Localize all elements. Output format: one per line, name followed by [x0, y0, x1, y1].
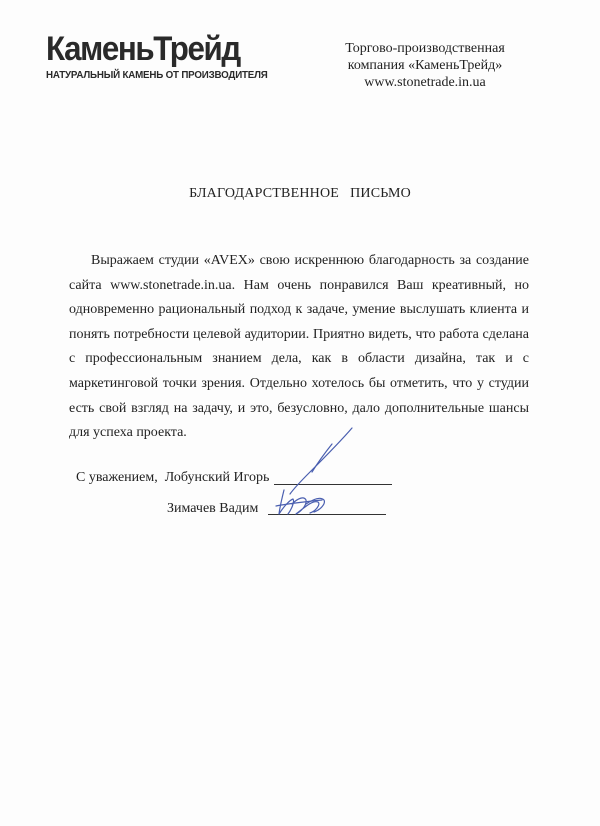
- signature-stroke: [279, 490, 294, 514]
- logo-tagline: НАТУРАЛЬНЫЙ КАМЕНЬ ОТ ПРОИЗВОДИТЕЛЯ: [46, 69, 268, 81]
- signature-stroke: [276, 500, 322, 506]
- company-name: компания «КаменьТрейд»: [347, 58, 503, 73]
- signature-stroke: [312, 444, 332, 472]
- handwritten-signature: [262, 420, 372, 530]
- body-line: сайта www.stonetrade.in.ua. Нам очень понравился Ваш креативный, но: [69, 277, 529, 293]
- company-type: Торгово-производственная: [345, 41, 505, 56]
- company-info: [320, 40, 530, 91]
- body-line: для успеха проекта.: [69, 425, 187, 441]
- body-line: понять потребности целевой аудитории. Приятно видеть, что работа сделана: [69, 326, 529, 342]
- body-line: есть свой взгляд на задачу, и это, безусловно, дало дополнительные шансы: [69, 400, 529, 416]
- signature-stroke: [290, 428, 352, 494]
- company-website: www.stonetrade.in.ua: [364, 75, 486, 90]
- company-logo: [46, 30, 276, 81]
- body-line: одновременно рациональный подход к задаче, умение выслушать клиента и: [69, 302, 529, 318]
- logo-name: КаменьТрейд: [46, 30, 240, 68]
- body-line: с профессиональным знанием дела, как в области дизайна, так и с: [69, 351, 529, 367]
- letter-title: БЛАГОДАРСТВЕННОЕ ПИСЬМО: [189, 186, 411, 201]
- body-line: маркетинговой точки зрения. Отдельно хотелось бы отметить, что у студии: [69, 375, 529, 391]
- signature-label-2: Зимачев Вадим: [167, 501, 259, 516]
- signature-label-1: С уважением, Лобунский Игорь: [76, 470, 270, 485]
- letter-body: [69, 249, 529, 446]
- body-line: Выражаем студии «AVEX» свою искреннюю благодарность за создание: [91, 253, 529, 268]
